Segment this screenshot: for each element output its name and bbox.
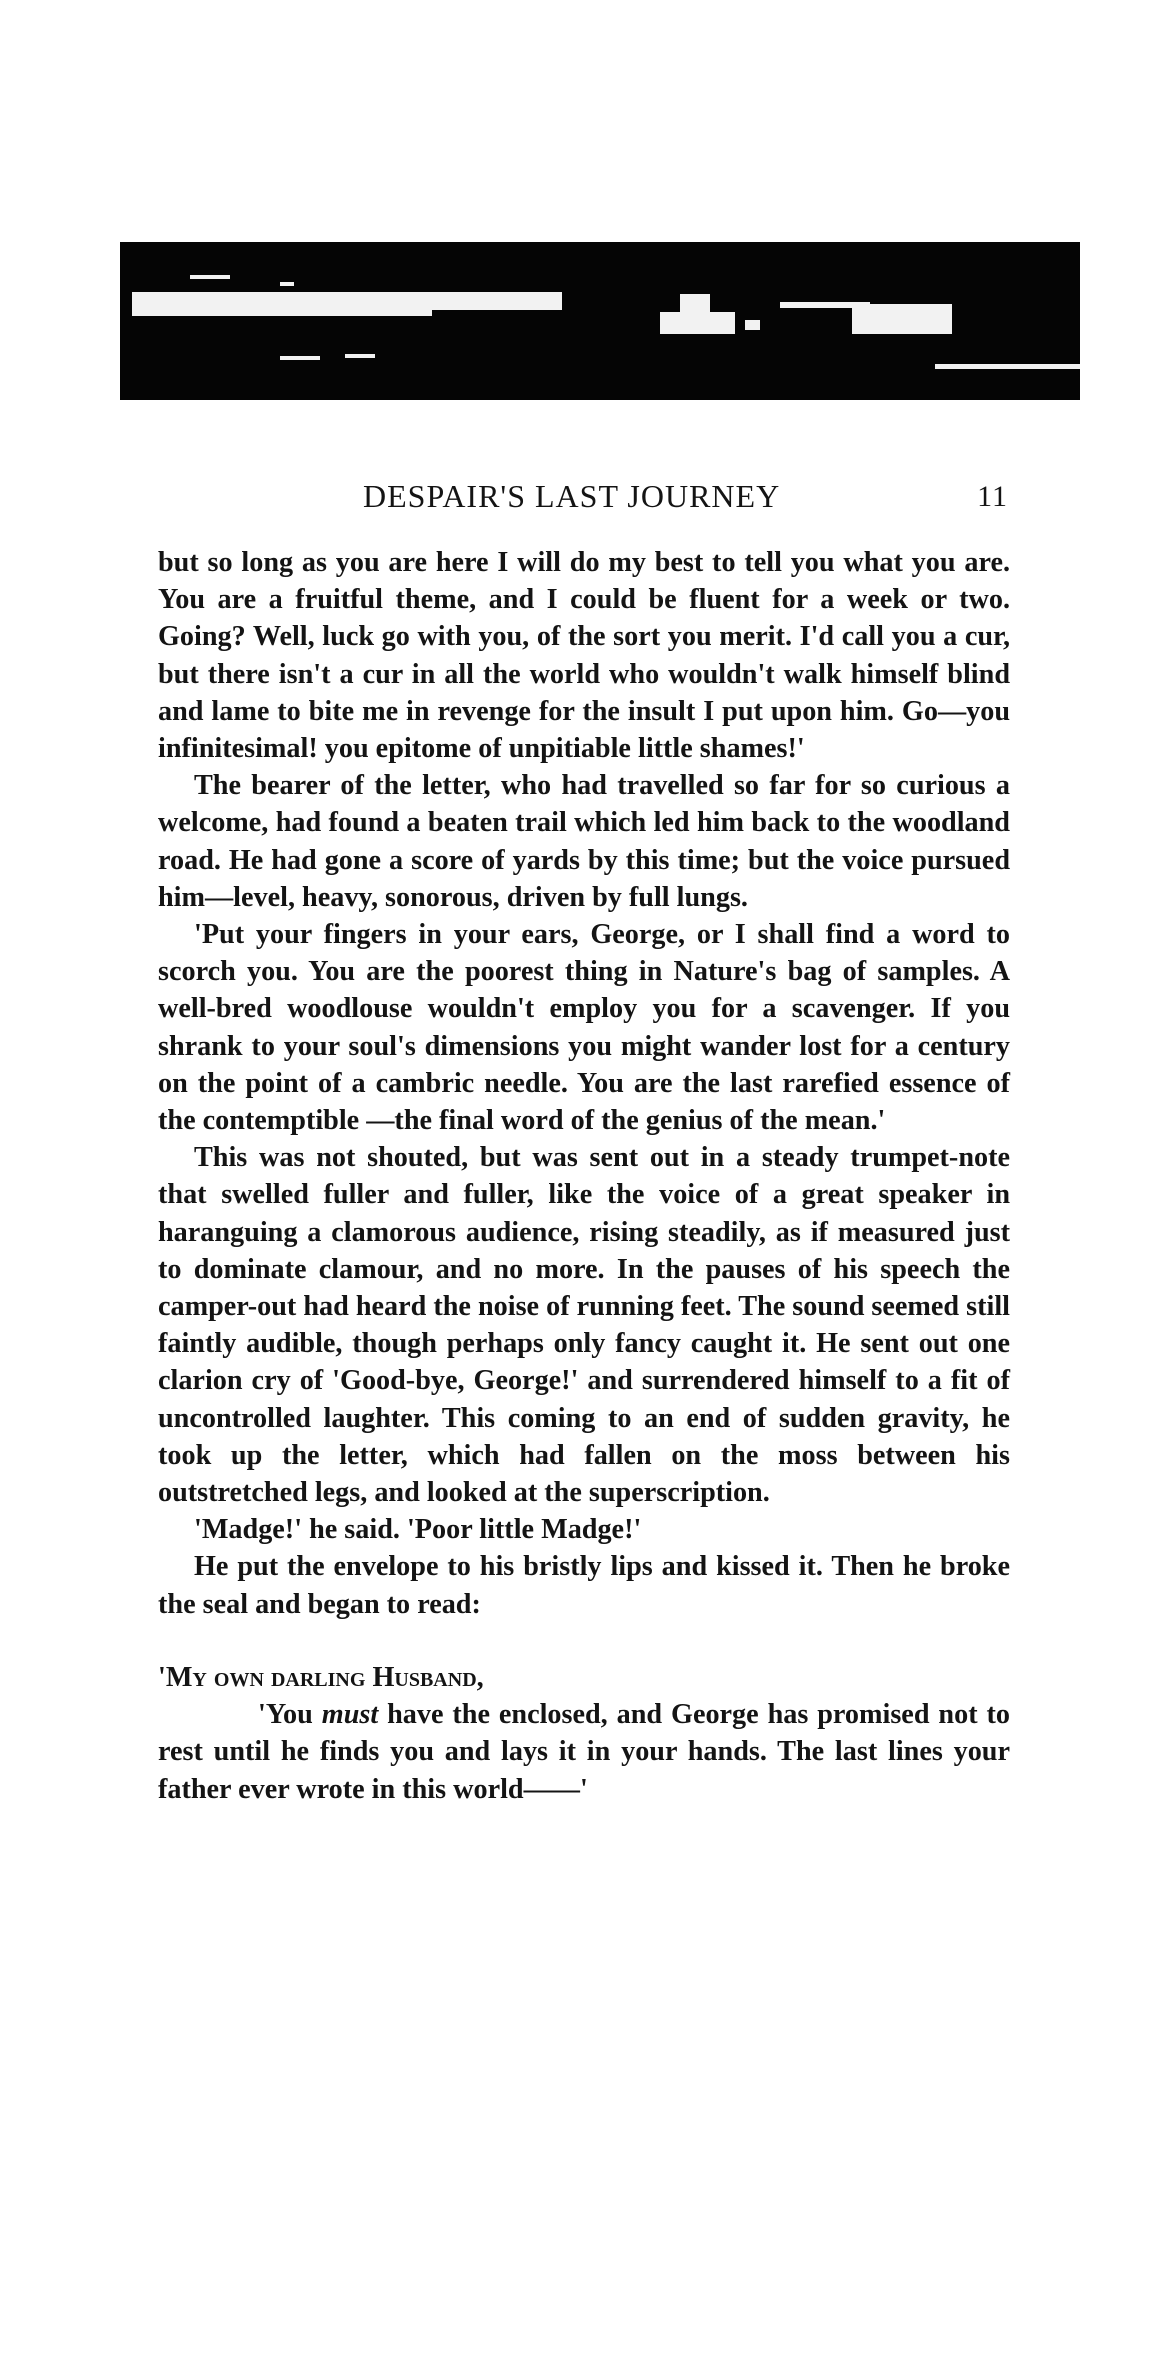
- letter-body-end: have the enclosed, and George has promised not to rest until he finds you and lays it in your hands. The last lines your father ever wrote in this world——': [158, 1699, 1010, 1805]
- scan-artifact-bar: [120, 242, 1080, 400]
- paragraph: He put the envelope to his bristly lips and kissed it. Then he broke the seal and began to read:: [158, 1551, 1010, 1620]
- running-title: DESPAIR'S LAST JOURNEY: [363, 478, 781, 514]
- running-head: [158, 478, 1008, 526]
- paragraph: The bearer of the letter, who had travelled so far for so curious a welcome, had found a beaten trail which led him back to the woodland road. He had gone a score of yards by this time; but the voice pursued him—level, heavy, sonorous, driven by full lungs.: [158, 770, 1010, 913]
- paragraph: This was not shouted, but was sent out in a steady trumpet-note that swelled fuller and fuller, like the voice of a great speaker in haranguing a clamorous audience, rising steadily, as if measured just to dominate clamour, and no more. In the pauses of his speech the camper-out had heard the noise of running feet. The sound seemed still faintly audible, though perhaps only fancy caught it. He sent out one clarion cry of 'Good-bye, George!' and surrendered himself to a fit of uncontrolled laughter. This coming to an end of sudden gravity, he took up the letter, which had fallen on the moss between his outstretched legs, and looked at the superscription.: [158, 1142, 1010, 1509]
- letter-salutation: 'My own darling Husband,: [158, 1661, 484, 1693]
- letter-emphasis: must: [321, 1699, 379, 1731]
- body-text: [158, 544, 1010, 1808]
- paragraph: but so long as you are here I will do my best to tell you what you are. You are a fruitful theme, and I could be fluent for a week or two. Going? Well, luck go with you, of the sort you merit. I'd call you a cur, but there isn't a cur in all the world who wouldn't walk himself blind and lame to bite me in revenge for the insult I put upon him. Go—you infinitesimal! you epitome of unpitiable little shames!': [158, 547, 1010, 765]
- letter-body-start: 'You: [258, 1699, 322, 1731]
- paragraph: 'Put your fingers in your ears, George, or I shall find a word to scorch you. You are the poorest thing in Nature's bag of samples. A well-bred woodlouse wouldn't employ you for a scavenger. If you shrank to your soul's dimensions you might wander lost for a century on the point of a cambric needle. You are the last rarefied essence of the contemptible —the final word of the genius of the mean.': [158, 919, 1010, 1137]
- page-number: 11: [977, 480, 1008, 513]
- paragraph: 'Madge!' he said. 'Poor little Madge!': [194, 1514, 642, 1546]
- letter-body: [158, 1696, 1010, 1808]
